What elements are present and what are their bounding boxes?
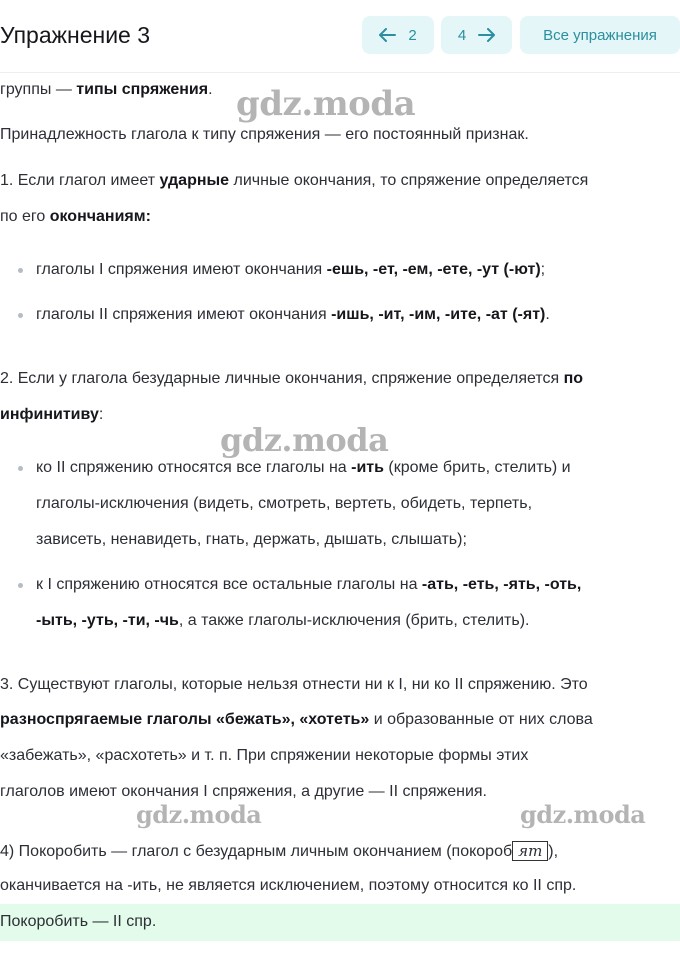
list-item: ко II спряжению относятся все глаголы на -ить (кроме брить, стелить) и <box>36 459 571 476</box>
list-item: глаголы I спряжения имеют окончания -ешь, -ет, -ем, -ете, -ут (-ют); <box>36 261 546 278</box>
prev-exercise-label: 2 <box>408 26 417 44</box>
text-line: по его окончаниям: <box>0 208 151 225</box>
list-item-continuation: -ыть, -уть, -ти, -чь, а также глаголы-исключения (брить, стелить). <box>36 612 530 629</box>
arrow-right-icon <box>478 28 495 42</box>
text-line: 3. Существуют глаголы, которые нельзя отнести ни к I, ни ко II спряжению. Это <box>0 676 588 693</box>
answer-text: Покоробить — II спр. <box>0 913 157 930</box>
text-line: 2. Если у глагола безударные личные окончания, спряжение определяется по <box>0 370 584 387</box>
watermark-logo: gdz.moda <box>220 421 389 459</box>
list-item-continuation: глаголы-исключения (видеть, смотреть, вертеть, обидеть, терпеть, <box>36 495 533 512</box>
answer-box <box>0 904 680 941</box>
next-exercise-label: 4 <box>457 26 467 44</box>
list-item: к I спряжению относятся все остальные глаголы на -ать, -еть, -ять, -оть, <box>36 576 582 593</box>
bullet-marker <box>18 268 23 273</box>
text-line: инфинитиву: <box>0 406 104 423</box>
handwritten-ending: ят <box>512 841 548 861</box>
prev-exercise-button[interactable] <box>362 16 434 54</box>
all-exercises-label: Все упражнения <box>543 26 657 44</box>
page-title: Упражнение 3 <box>0 22 151 48</box>
text-line: 4) Покоробить — глагол с безударным личным окончанием (покороб ят ), <box>0 842 559 860</box>
text-line: группы — типы спряжения. <box>0 81 213 98</box>
bullet-marker <box>18 313 23 318</box>
text-line: оканчивается на -ить, не является исключением, поэтому относится ко II спр. <box>0 877 577 894</box>
watermark-logo: gdz.moda <box>520 800 646 829</box>
bullet-marker <box>18 583 23 588</box>
exercise-header <box>0 0 680 73</box>
watermark-logo: gdz.moda <box>236 84 416 124</box>
next-exercise-button[interactable] <box>441 16 512 54</box>
list-item-continuation: зависеть, ненавидеть, гнать, держать, дышать, слышать); <box>36 531 467 548</box>
text-line: «забежать», «расхотеть» и т. п. При спряжении некоторые формы этих <box>0 747 529 764</box>
text-line: разноспрягаемые глаголы «бежать», «хотеть» и образованные от них слова <box>0 711 593 728</box>
all-exercises-button[interactable] <box>520 16 680 54</box>
text-line: Принадлежность глагола к типу спряжения — его постоянный признак. <box>0 126 529 143</box>
arrow-left-icon <box>379 28 396 42</box>
text-line: 1. Если глагол имеет ударные личные окончания, то спряжение определяется <box>0 172 589 189</box>
bullet-marker <box>18 466 23 471</box>
list-item: глаголы II спряжения имеют окончания -ишь, -ит, -им, -ите, -ат (-ят). <box>36 306 550 323</box>
text-line: глаголов имеют окончания I спряжения, а другие — II спряжения. <box>0 783 487 800</box>
watermark-logo: gdz.moda <box>136 800 262 829</box>
